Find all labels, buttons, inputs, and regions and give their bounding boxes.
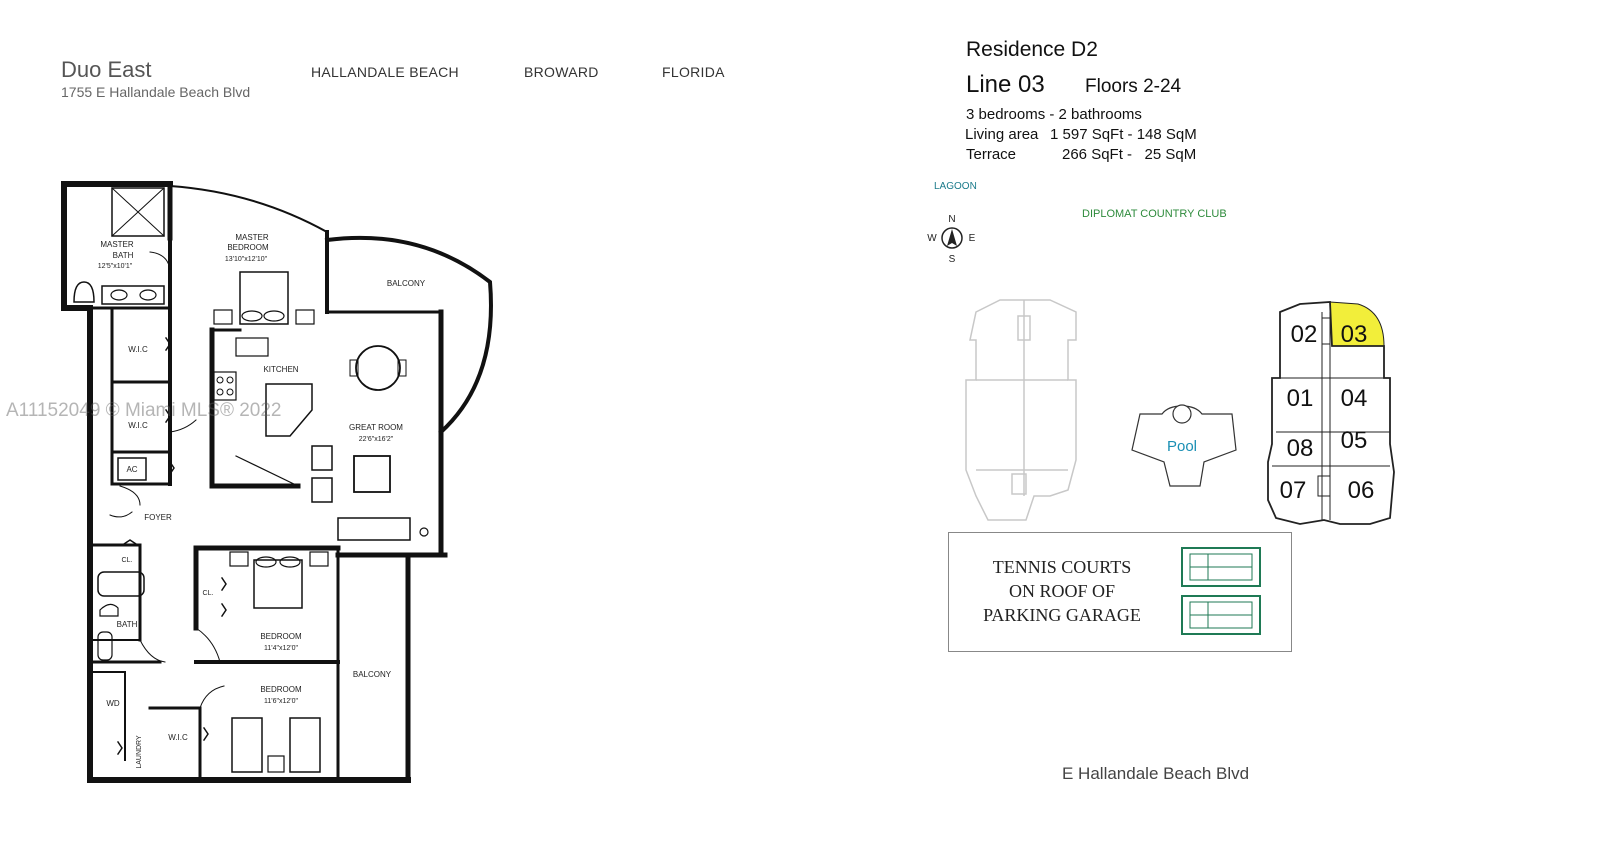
unit-01: 01 [1286,385,1314,412]
label-kitchen: KITCHEN [263,365,299,374]
tennis-court-icons [1180,546,1264,636]
state-label: FLORIDA [662,64,725,80]
label-foyer: FOYER [144,513,172,522]
unit-07: 07 [1279,477,1307,504]
label-cl-2: CL. [202,590,214,597]
unit-02: 02 [1290,321,1318,348]
country-club-label: DIPLOMAT COUNTRY CLUB [1082,208,1227,220]
label-bedroom-2: BEDROOM [260,685,302,694]
building-address: 1755 E Hallandale Beach Blvd [61,84,251,100]
residence-title: Residence D2 [966,38,1098,61]
pool-icon [1132,405,1236,486]
label-cl-1: CL. [121,557,133,564]
label-wd: WD [106,699,120,708]
compass-w: W [927,233,937,244]
terrace-value: 266 SqFt - 25 SqM [1062,146,1197,163]
dim-bedroom-1: 11'4"x12'0" [264,645,298,652]
dim-great-room: 22'6"x16'2" [358,436,394,443]
county-label: BROWARD [524,64,599,80]
city-label: HALLANDALE BEACH [311,64,459,80]
label-master-bedroom-2: BEDROOM [227,243,269,252]
pool-label: Pool [1166,438,1198,455]
unit-08: 08 [1286,435,1314,462]
compass-n: N [948,214,956,225]
tennis-courts-label: TENNIS COURTS ON ROOF OF PARKING GARAGE [983,557,1141,625]
dim-master-bath: 12'5"x10'1" [97,263,133,270]
label-bath: BATH [116,620,138,629]
label-master-bath: MASTER [100,240,134,249]
residence-floors: Floors 2-24 [1085,76,1182,97]
label-bedroom-1: BEDROOM [260,632,302,641]
subject-building [1268,302,1394,524]
compass-e: E [968,233,976,244]
label-laundry: LAUNDRY [136,735,143,769]
label-wic-3: W.I.C [168,733,188,742]
label-master-bedroom: MASTER [235,233,269,242]
dim-master-bedroom: 13'10"x12'10" [224,256,268,263]
label-wic-2: W.I.C [128,421,148,430]
watermark: A11152049 © Miami MLS® 2022 [6,400,282,421]
residence-line: Line 03 [966,71,1045,98]
lagoon-label: LAGOON [934,181,977,192]
building-name: Duo East [61,57,152,82]
label-ac: AC [126,465,138,474]
living-area-value: 1 597 SqFt - 148 SqM [1050,126,1197,143]
adjacent-building [966,300,1076,520]
label-wic-1: W.I.C [128,345,148,354]
living-area-label: Living area [965,126,1039,143]
label-great-room: GREAT ROOM [349,423,403,432]
dim-bedroom-2: 11'6"x12'0" [264,698,298,705]
label-master-bath-2: BATH [112,251,134,260]
label-balcony-top: BALCONY [386,279,426,288]
label-balcony-side: BALCONY [352,670,392,679]
unit-05: 05 [1340,427,1368,454]
bed-bath-count: 3 bedrooms - 2 bathrooms [966,106,1142,123]
site-plan [900,200,1420,540]
compass-icon [927,214,975,265]
compass-s: S [948,254,956,265]
unit-06: 06 [1347,477,1375,504]
unit-04: 04 [1340,385,1368,412]
unit-03: 03 [1340,321,1368,348]
street-label: E Hallandale Beach Blvd [1062,764,1250,783]
terrace-label: Terrace [966,146,1017,163]
